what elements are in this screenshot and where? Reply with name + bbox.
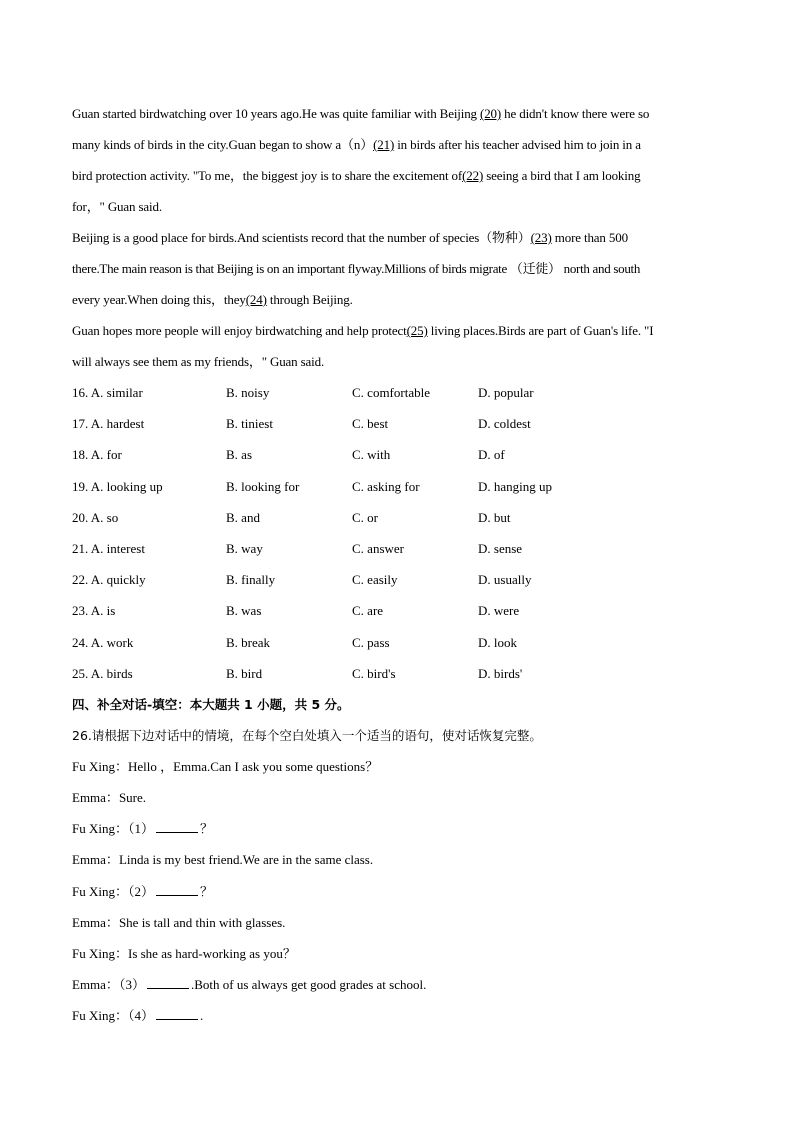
speaker-label: Emma： (72, 852, 119, 868)
option-row (72, 377, 724, 408)
option-a-text: quickly (106, 572, 146, 588)
option-c: C. or (352, 509, 378, 525)
option-a-text: is (106, 603, 116, 619)
option-d: D. coldest (478, 416, 531, 432)
text: living places.Birds are part of Guan's life. "I (427, 323, 654, 338)
option-c: C. answer (352, 540, 404, 556)
option-c: C. best (352, 416, 389, 432)
question-number: 19. A. (72, 478, 104, 494)
passage-paragraph-2 (72, 222, 724, 315)
question-number: 18. A. (72, 447, 104, 463)
option-b: B. tiniest (226, 416, 273, 432)
speaker-label: Emma： (72, 914, 119, 930)
text: every year.When doing this，they (72, 292, 246, 307)
option-b: B. as (226, 447, 252, 463)
option-a (72, 595, 226, 626)
option-c: C. asking for (352, 478, 420, 494)
dialogue-line (72, 782, 724, 813)
option-a (72, 502, 226, 533)
option-a (72, 533, 226, 564)
option-a (72, 377, 226, 408)
speaker-label: Fu Xing： (72, 883, 128, 899)
dialogue-line (72, 876, 724, 907)
option-row (72, 595, 724, 626)
dialogue-text: Sure. (118, 790, 147, 806)
dialogue-text-end: ？ (200, 821, 214, 837)
dialogue-text: （1） (127, 821, 154, 837)
blank-marker-25: (25) (406, 323, 428, 338)
option-a-text: for (106, 447, 122, 463)
option-a-text: so (106, 509, 119, 525)
dialogue-line (72, 969, 724, 1000)
option-row (72, 471, 724, 502)
option-d: D. hanging up (478, 478, 553, 494)
speaker-label: Fu Xing： (72, 821, 128, 837)
option-row (72, 533, 724, 564)
speaker-label: Emma： (72, 790, 119, 806)
option-row (72, 408, 724, 439)
text: bird protection activity. "To me，the biggest joy is to share the excitement of (72, 168, 463, 183)
text: he didn't know there were so (501, 106, 650, 121)
option-d: D. sense (478, 540, 523, 556)
option-a (72, 471, 226, 502)
option-b: B. was (226, 603, 262, 619)
passage-line (72, 284, 724, 315)
blank-marker-23: (23) (530, 230, 552, 245)
speaker-label: Fu Xing： (72, 758, 128, 774)
dialogue-text: Hello ，Emma.Can I ask you some questions？ (127, 758, 379, 774)
option-b: B. break (226, 634, 271, 650)
option-a-text: similar (106, 385, 143, 400)
passage-paragraph-3 (72, 315, 724, 377)
answer-blank[interactable] (156, 820, 198, 833)
blank-marker-20: (20) (480, 106, 502, 121)
blank-marker-21: (21) (373, 137, 395, 152)
option-a (72, 439, 226, 470)
text: more than 500 (551, 230, 628, 245)
option-row (72, 502, 724, 533)
question-number: 24. A. (72, 634, 104, 650)
exam-page (72, 98, 724, 1032)
option-a-text: birds (106, 665, 133, 681)
option-c: C. comfortable (352, 385, 430, 400)
dialogue-line (72, 1000, 724, 1031)
option-a (72, 564, 226, 595)
option-b: B. noisy (226, 385, 270, 400)
passage-line: for，" Guan said. (72, 199, 162, 214)
option-row (72, 564, 724, 595)
question-number: 21. A. (72, 540, 104, 556)
option-a-text: work (106, 634, 134, 650)
text: seeing a bird that I am looking (483, 168, 641, 183)
option-d: D. look (478, 634, 517, 650)
section-title: 四、补全对话-填空：本大题共 1 小题，共 5 分。 (72, 696, 350, 712)
passage-paragraph-1 (72, 98, 724, 222)
option-b: B. way (226, 540, 263, 556)
option-d: D. but (478, 509, 511, 525)
passage-line (72, 98, 724, 129)
speaker-label: Fu Xing： (72, 1008, 128, 1024)
option-a-text: looking up (106, 478, 163, 494)
dialogue-text: She is tall and thin with glasses. (118, 914, 286, 930)
option-row (72, 627, 724, 658)
dialogue-text: Linda is my best friend.We are in the same class. (118, 852, 374, 868)
answer-blank[interactable] (156, 883, 198, 896)
passage-line (72, 315, 724, 346)
question-number: 20. A. (72, 509, 104, 525)
option-b: B. finally (226, 572, 276, 588)
passage-line: will always see them as my friends，" Guan said. (72, 354, 325, 369)
dialogue-line (72, 844, 724, 875)
dialogue-text: （4） (127, 1008, 154, 1024)
option-row (72, 439, 724, 470)
option-a (72, 627, 226, 658)
question-instruction: 26.请根据下边对话中的情境，在每个空白处填入一个适当的语句，使对话恢复完整。 (72, 727, 542, 743)
question-number: 22. A. (72, 572, 104, 588)
dialogue-line (72, 751, 724, 782)
passage-line: there.The main reason is that Beijing is on an important flyway.Millions of birds migrate （迁徙） north and south (72, 261, 641, 276)
option-d: D. birds' (478, 665, 523, 681)
option-c: C. pass (352, 634, 390, 650)
option-a (72, 408, 226, 439)
option-d: D. were (478, 603, 520, 619)
text: Guan started birdwatching over 10 years ago.He was quite familiar with Beijing (72, 106, 481, 121)
option-d: D. of (478, 447, 505, 463)
dialogue-text-end: . (200, 1008, 204, 1024)
dialogue-line (72, 813, 724, 844)
speaker-label: Emma： (72, 977, 119, 993)
passage-line (72, 129, 724, 160)
option-d: D. usually (478, 572, 532, 588)
option-a (72, 658, 226, 689)
option-b: B. and (226, 509, 260, 525)
question-number: 25. A. (72, 665, 104, 681)
dialogue-text: （2） (127, 883, 154, 899)
dialogue (72, 751, 724, 1032)
text: many kinds of birds in the city.Guan began to show a（n） (72, 137, 374, 152)
passage-line (72, 222, 724, 253)
dialogue-text-end: .Both of us always get good grades at school. (190, 977, 427, 993)
dialogue-line (72, 907, 724, 938)
text: Guan hopes more people will enjoy birdwatching and help protect (72, 323, 407, 338)
option-b: B. looking for (226, 478, 300, 494)
dialogue-text-end: ？ (200, 883, 214, 899)
blank-marker-24: (24) (245, 292, 267, 307)
dialogue-line (72, 938, 724, 969)
option-c: C. easily (352, 572, 398, 588)
question-number: 16. A. (72, 385, 104, 400)
text: through Beijing. (266, 292, 353, 307)
option-c: C. bird's (352, 665, 396, 681)
option-a-text: interest (106, 540, 145, 556)
answer-blank[interactable] (147, 976, 189, 989)
answer-blank[interactable] (156, 1007, 198, 1020)
blank-marker-22: (22) (462, 168, 484, 183)
text: Beijing is a good place for birds.And scientists record that the number of species（物种） (72, 230, 531, 245)
option-c: C. with (352, 447, 391, 463)
speaker-label: Fu Xing： (72, 946, 128, 961)
text: in birds after his teacher advised him to join in a (394, 137, 641, 152)
question-number: 23. A. (72, 603, 104, 619)
option-a-text: hardest (106, 416, 145, 432)
option-row (72, 658, 724, 689)
passage-line (72, 160, 724, 191)
dialogue-text: （3） (118, 977, 145, 993)
option-d: D. popular (478, 385, 534, 400)
question-number: 17. A. (72, 416, 104, 432)
answer-options (72, 377, 724, 689)
option-b: B. bird (226, 665, 263, 681)
option-c: C. are (352, 603, 384, 619)
dialogue-text: Is she as hard-working as you？ (127, 946, 296, 961)
